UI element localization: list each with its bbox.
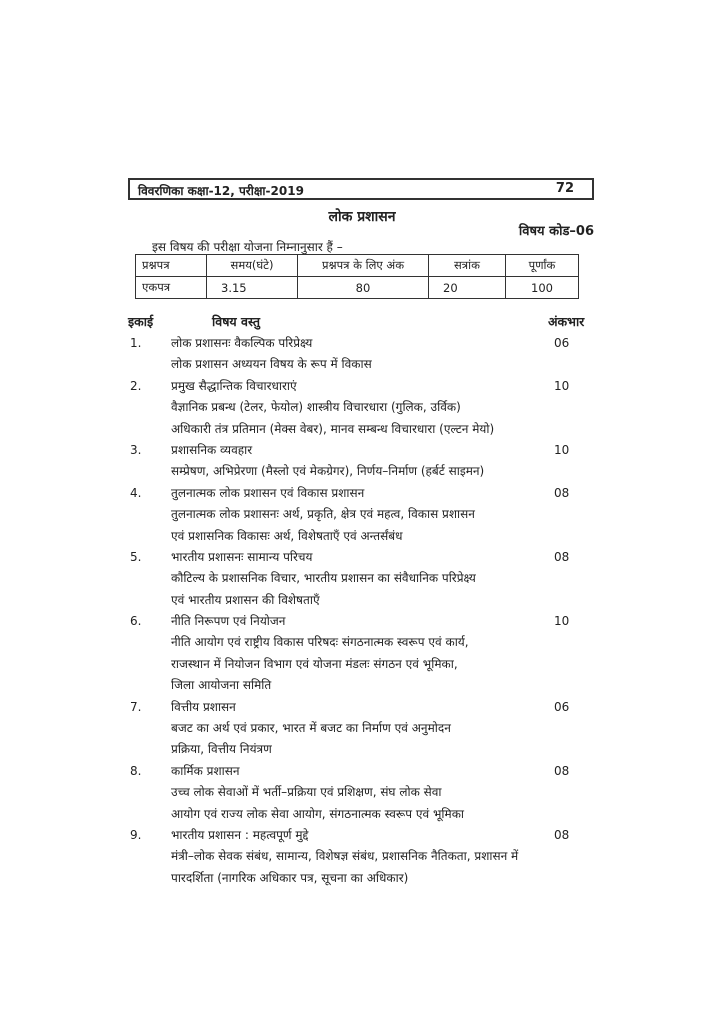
unit-content-line <box>0 718 724 739</box>
unit-content-text: राजस्थान में नियोजन विभाग एवं योजना मंडलः संगठन एवं भूमिका, <box>171 656 458 671</box>
unit-content-text: बजट का अर्थ एवं प्रकार, भारत में बजट का निर्माण एवं अनुमोदन <box>171 721 451 736</box>
syllabus-unit <box>0 697 724 761</box>
unit-content-line <box>0 461 724 482</box>
unit-marks: 08 <box>554 763 570 778</box>
content-column-header: विषय वस्तु <box>212 314 260 329</box>
exam-scheme-intro: इस विषय की परीक्षा योजना निम्नानुसार हैं – <box>152 240 343 254</box>
table-header-cell: समय(घंटे) <box>207 255 298 277</box>
unit-content-line <box>0 654 724 675</box>
unit-number: 9. <box>130 827 142 842</box>
unit-content-text: जिला आयोजना समिति <box>171 678 272 693</box>
unit-number: 7. <box>130 699 142 714</box>
unit-content-text: तुलनात्मक लोक प्रशासनः अर्थ, प्रकृति, क्षेत्र एवं महत्व, विकास प्रशासन <box>171 507 475 522</box>
table-cell: 3.15 <box>207 277 298 299</box>
unit-marks: 10 <box>554 442 570 457</box>
unit-title-row <box>0 376 724 397</box>
unit-number: 8. <box>130 763 142 778</box>
table-cell: एकपत्र <box>136 277 207 299</box>
syllabus-unit <box>0 547 724 611</box>
table-header-cell: प्रश्नपत्र <box>136 255 207 277</box>
unit-content-line <box>0 526 724 547</box>
table-cell: 80 <box>298 277 429 299</box>
table-row <box>136 277 579 299</box>
subject-code: विषय कोड–06 <box>518 224 594 239</box>
unit-content-text: पारदर्शिता (नागरिक अधिकार पत्र, सूचना का अधिकार) <box>171 870 409 885</box>
unit-title: कार्मिक प्रशासन <box>171 763 240 778</box>
unit-content-line <box>0 782 724 803</box>
table-cell: 20 <box>429 277 506 299</box>
table-cell: 100 <box>506 277 579 299</box>
unit-content-text: आयोग एवं राज्य लोक सेवा आयोग, संगठनात्मक स्वरूप एवं भूमिका <box>171 806 465 821</box>
unit-content-line <box>0 568 724 589</box>
unit-marks: 08 <box>554 485 570 500</box>
unit-title-row <box>0 761 724 782</box>
syllabus-unit <box>0 825 724 889</box>
unit-title-row <box>0 333 724 354</box>
syllabus-unit <box>0 333 724 376</box>
unit-content-text: अधिकारी तंत्र प्रतिमान (मेक्स वेबर), मानव सम्बन्ध विचारधारा (एल्टन मेयो) <box>171 421 495 436</box>
unit-content-line <box>0 675 724 696</box>
unit-marks: 08 <box>554 549 570 564</box>
unit-number: 2. <box>130 378 142 393</box>
unit-number: 3. <box>130 442 142 457</box>
unit-content-line <box>0 868 724 889</box>
page-header <box>128 178 594 200</box>
unit-content-text: लोक प्रशासन अध्ययन विषय के रूप में विकास <box>171 357 372 372</box>
subject-title: लोक प्रशासन <box>328 209 396 225</box>
unit-title: नीति निरूपण एवं नियोजन <box>171 614 286 629</box>
unit-title-row <box>0 547 724 568</box>
unit-content-line <box>0 419 724 440</box>
unit-content-line <box>0 590 724 611</box>
unit-marks: 10 <box>554 378 570 393</box>
unit-content-line <box>0 504 724 525</box>
marks-column-header: अंकभार <box>548 314 585 329</box>
exam-scheme-table <box>135 254 579 299</box>
unit-number: 4. <box>130 485 142 500</box>
syllabus-units <box>0 333 724 889</box>
unit-title: प्रशासनिक व्यवहार <box>171 442 253 457</box>
booklet-title: विवरणिका कक्षा-12, परीक्षा-2019 <box>138 184 304 198</box>
unit-title-row <box>0 697 724 718</box>
syllabus-unit <box>0 440 724 483</box>
unit-number: 1. <box>130 336 142 350</box>
unit-content-line <box>0 354 724 375</box>
unit-content-line <box>0 739 724 760</box>
unit-marks: 10 <box>554 614 570 629</box>
unit-content-line <box>0 846 724 867</box>
syllabus-unit <box>0 376 724 440</box>
unit-title: लोक प्रशासनः वैकल्पिक परिप्रेक्ष्य <box>171 336 313 350</box>
unit-title: भारतीय प्रशासनः सामान्य परिचय <box>171 549 313 564</box>
unit-content-line <box>0 804 724 825</box>
unit-title: प्रमुख सैद्धान्तिक विचारधाराएं <box>171 378 297 393</box>
syllabus-unit <box>0 761 724 825</box>
unit-column-header: इकाई <box>128 314 154 329</box>
unit-content-text: वैज्ञानिक प्रबन्ध (टेलर, फेयोल) शास्त्रीय विचारधारा (गुलिक, उर्विक) <box>171 400 461 415</box>
unit-marks: 08 <box>554 827 570 842</box>
unit-marks: 06 <box>554 699 570 714</box>
syllabus-column-headers <box>0 313 724 333</box>
page-number: 72 <box>555 181 574 196</box>
table-header-cell: प्रश्नपत्र के लिए अंक <box>298 255 429 277</box>
table-header-cell: पूर्णांक <box>506 255 579 277</box>
unit-title: भारतीय प्रशासन : महत्वपूर्ण मुद्दे <box>171 827 309 842</box>
unit-title-row <box>0 611 724 632</box>
unit-title-row <box>0 440 724 461</box>
unit-number: 5. <box>130 549 142 564</box>
table-header-cell: सत्रांक <box>429 255 506 277</box>
unit-marks: 06 <box>554 336 570 350</box>
unit-content-line <box>0 397 724 418</box>
syllabus-unit <box>0 611 724 697</box>
unit-content-text: नीति आयोग एवं राष्ट्रीय विकास परिषदः संगठनात्मक स्वरूप एवं कार्य, <box>171 635 469 650</box>
unit-title-row <box>0 483 724 504</box>
unit-content-text: कौटिल्य के प्रशासनिक विचार, भारतीय प्रशासन का संवैधानिक परिप्रेक्ष्य <box>171 571 476 586</box>
unit-title: तुलनात्मक लोक प्रशासन एवं विकास प्रशासन <box>171 485 365 500</box>
unit-content-text: सम्प्रेषण, अभिप्रेरणा (मैस्लो एवं मेकग्रेगर), निर्णय–निर्माण (हर्बर्ट साइमन) <box>171 464 485 479</box>
unit-content-line <box>0 632 724 653</box>
unit-title: वित्तीय प्रशासन <box>171 699 236 714</box>
table-header-row <box>136 255 579 277</box>
unit-content-text: मंत्री–लोक सेवक संबंध, सामान्य, विशेषज्ञ संबंध, प्रशासनिक नैतिकता, प्रशासन में <box>171 849 519 864</box>
syllabus-unit <box>0 483 724 547</box>
unit-content-text: प्रक्रिया, वित्तीय नियंत्रण <box>171 742 272 757</box>
unit-number: 6. <box>130 614 142 629</box>
unit-content-text: उच्च लोक सेवाओं में भर्ती–प्रक्रिया एवं प्रशिक्षण, संघ लोक सेवा <box>171 785 442 800</box>
unit-content-text: एवं प्रशासनिक विकासः अर्थ, विशेषताएँ एवं अन्तर्संबंध <box>171 528 403 543</box>
unit-title-row <box>0 825 724 846</box>
unit-content-text: एवं भारतीय प्रशासन की विशेषताएँ <box>171 592 320 607</box>
